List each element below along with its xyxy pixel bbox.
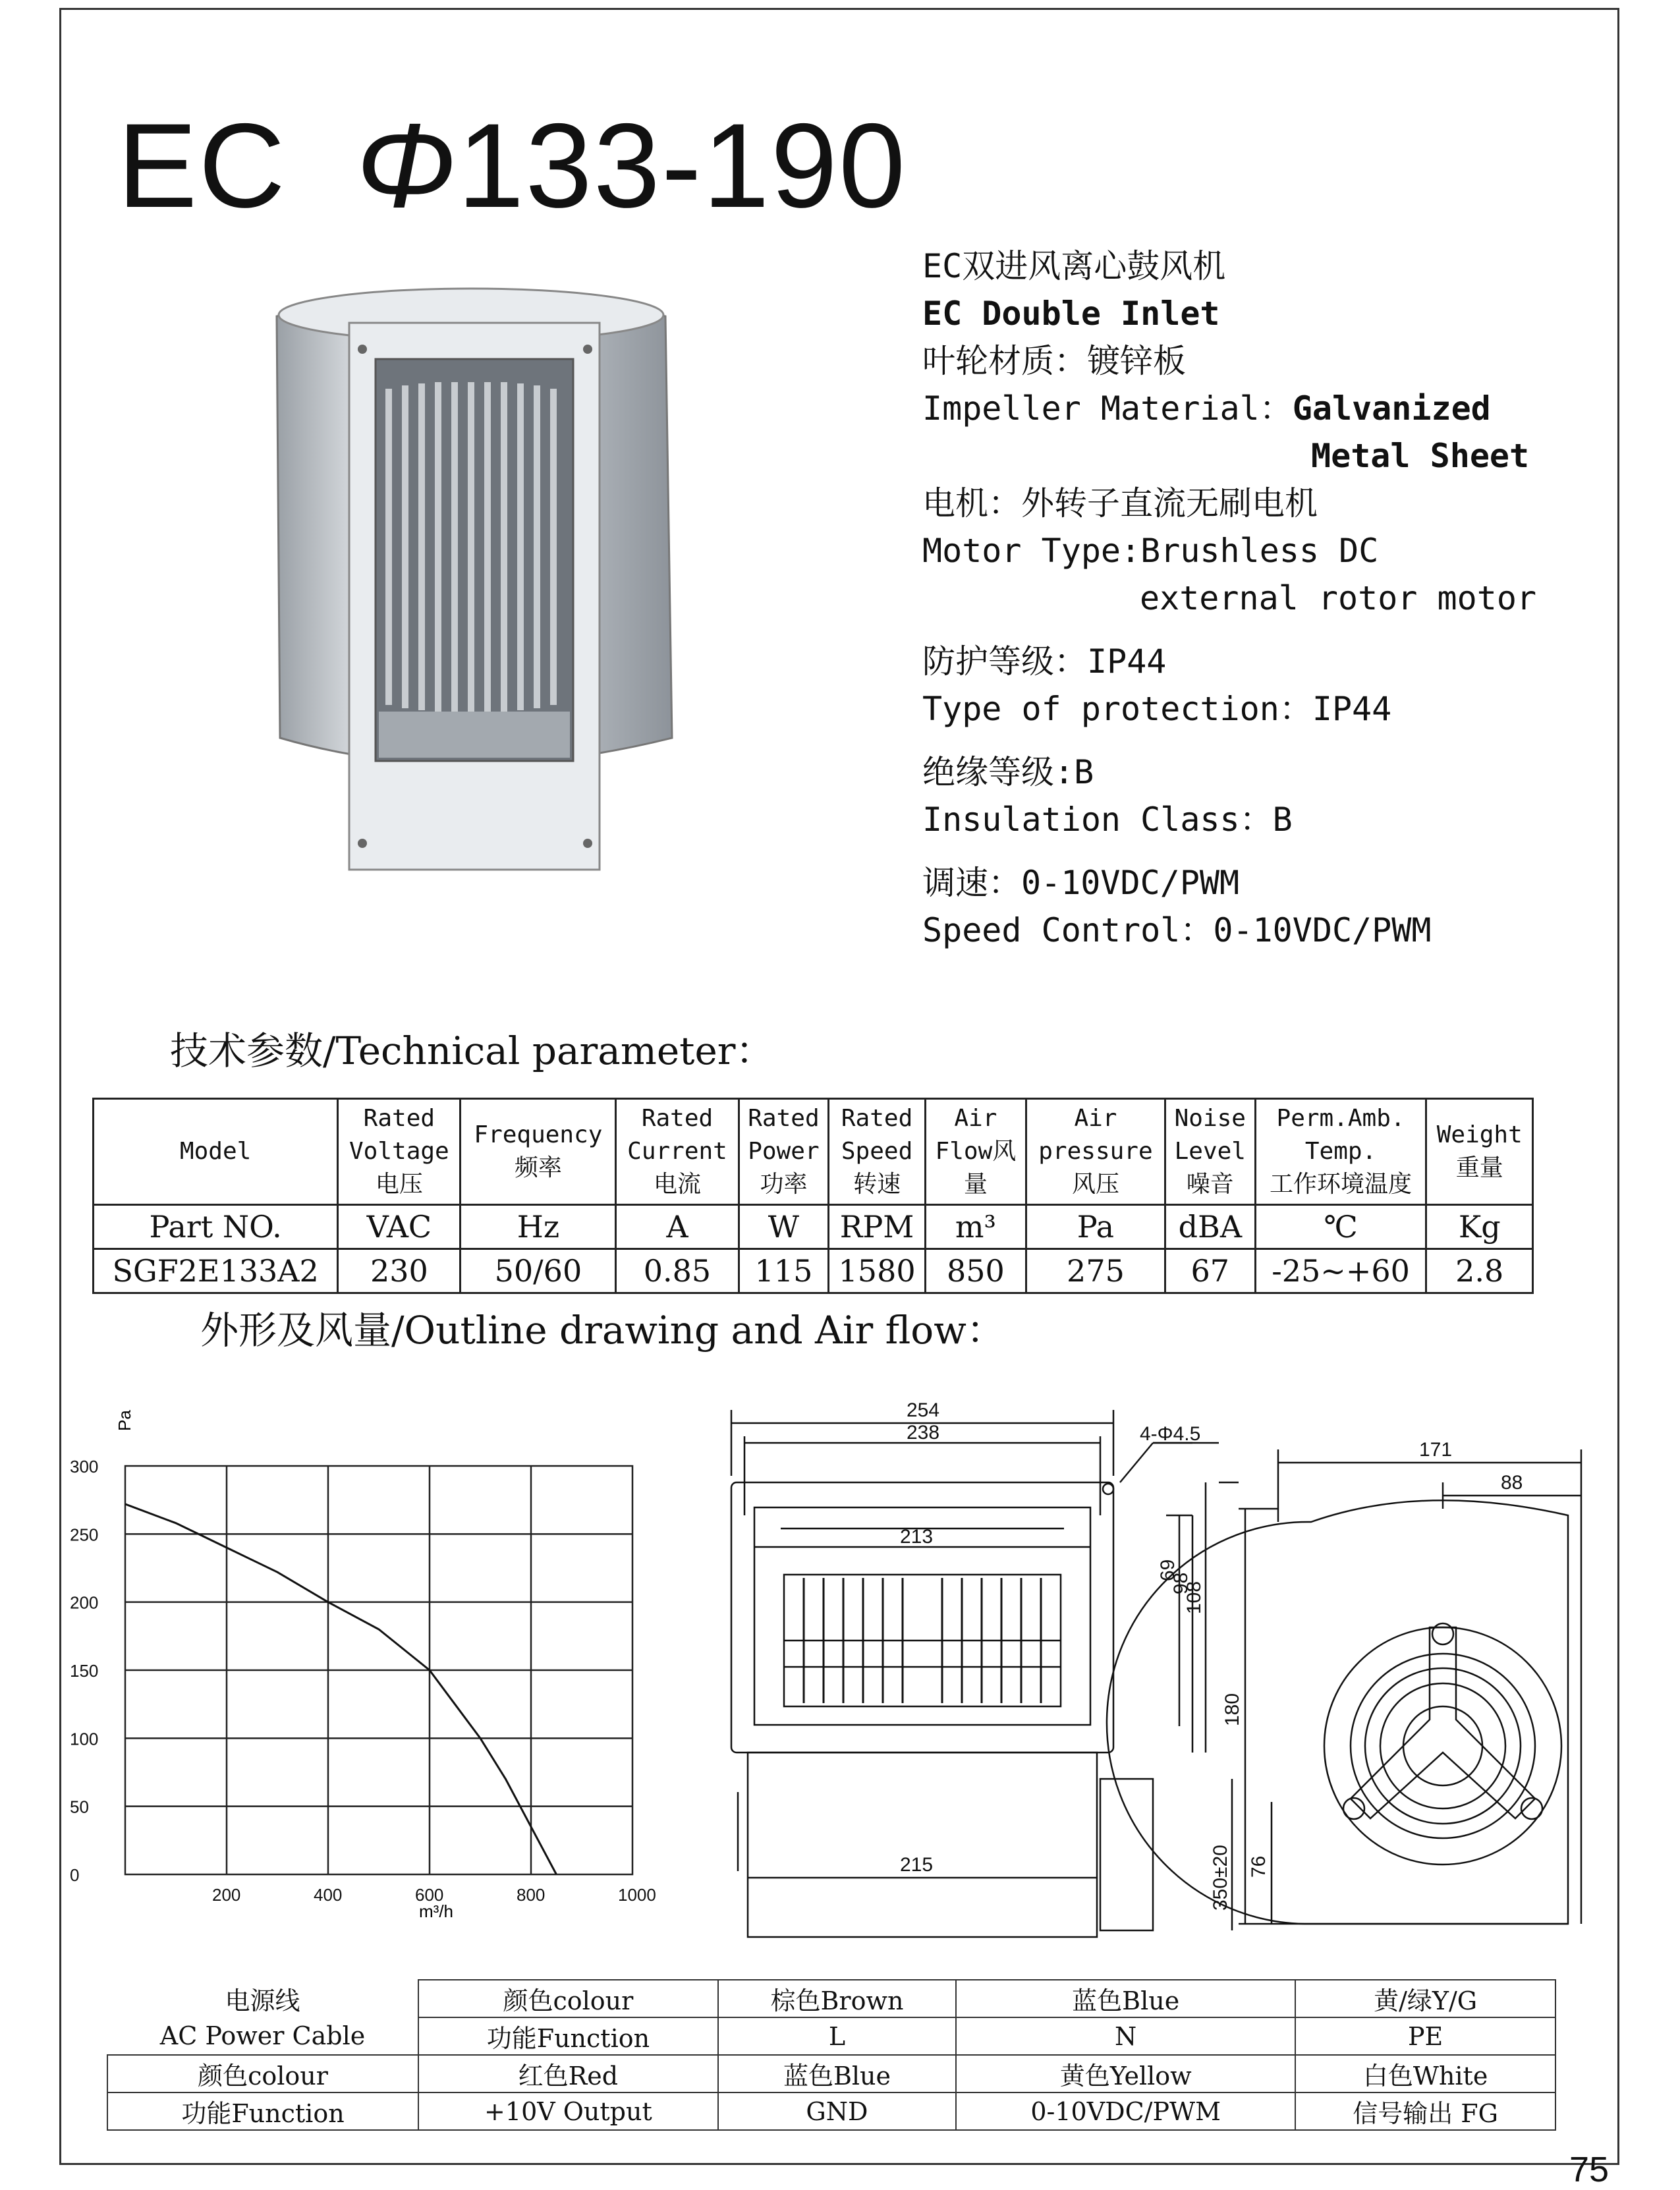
dim-171: 171 [1419,1439,1453,1461]
tech-unit-cell: ℃ [1255,1205,1426,1249]
chart-y-tick: 200 [70,1592,99,1613]
tech-value-cell: SGF2E133A2 [94,1249,338,1293]
spec-insulation-en: Insulation Class：B [922,800,1293,839]
tech-header-line: Noise [1174,1105,1246,1132]
cable-r1-c0: 电源线 [225,1986,300,2015]
tech-header-line: Power [748,1138,820,1165]
tech-header-line: Weight [1436,1121,1523,1148]
chart-x-label: m³/h [419,1901,453,1921]
outline-heading: 外形及风量/Outline drawing and Air flow： [200,1308,1005,1353]
dim-238: 238 [907,1422,940,1444]
tech-header-line: Air [1074,1105,1117,1132]
tech-header-cell [1026,1099,1165,1205]
tech-heading: 技术参数/Technical parameter： [170,1028,774,1073]
tech-unit-cell: A [616,1205,739,1249]
tech-header-cell [1255,1099,1426,1205]
title-size: 133-190 [457,98,907,233]
spec-name-zh: EC双进风离心鼓风机 [922,247,1226,285]
tech-unit-cell: W [739,1205,829,1249]
tech-header-line: 噪音 [1186,1171,1234,1198]
cable-r1-c3: 蓝色Blue [956,1980,1295,2017]
tech-value-cell: 67 [1165,1249,1255,1293]
spec-speed-en [922,907,1581,954]
tech-header-cell [739,1099,829,1205]
spec-impeller-zh: 叶轮材质：镀锌板 [922,342,1186,380]
outline-front-view [718,1397,1239,1930]
airflow-chart [70,1403,712,1930]
tech-unit-cell: dBA [1165,1205,1255,1249]
spec-impeller-label: Impeller Material： [922,389,1293,428]
spec-block [922,242,1581,954]
tech-value-cell: 115 [739,1249,829,1293]
chart-x-tick: 1000 [618,1885,656,1905]
tech-header-line: Voltage [349,1138,449,1165]
tech-header-cell [94,1099,338,1205]
tech-header-line: Rated [841,1105,913,1132]
title-phi: Φ [355,98,458,233]
dim-254: 254 [907,1399,940,1421]
spec-insulation-zh: 绝缘等级:B [922,753,1094,791]
tech-header-line: 电流 [653,1171,701,1198]
chart-y-tick: 0 [70,1865,80,1885]
tech-unit-cell: Part NO. [94,1205,338,1249]
cable-r1-c4: 黄/绿Y/G [1295,1980,1555,2017]
tech-header-line: Perm.Amb. [1276,1105,1405,1132]
title-prefix: EC [117,98,287,233]
chart-y-tick: 100 [70,1729,99,1749]
spec-motor-en: Motor Type:Brushless DC [922,532,1379,570]
dim-213: 213 [900,1526,934,1548]
chart-y-label: Pa [115,1410,134,1431]
tech-unit-cell: VAC [338,1205,461,1249]
cable-r2-c3: N [956,2017,1295,2055]
tech-header-line: Model [179,1138,252,1165]
tech-header-line: 功率 [760,1171,808,1198]
spec-speed-zh: 调速：0-10VDC/PWM [922,864,1240,902]
tech-unit-cell: Pa [1026,1205,1165,1249]
cable-r4-c0: 功能Function [107,2092,418,2130]
tech-header-line: 电压 [375,1171,423,1198]
tech-value-cell: 850 [925,1249,1026,1293]
cable-r2-c2: L [718,2017,956,2055]
tech-value-cell: 0.85 [616,1249,739,1293]
cable-r3-c1: 红色Red [418,2055,718,2092]
chart-x-tick: 800 [517,1885,546,1905]
tech-header-line: Current [627,1138,727,1165]
dim-215: 215 [900,1854,934,1876]
chart-x-tick: 600 [415,1885,444,1905]
cable-r2-c0: AC Power Cable [159,2021,366,2050]
tech-header-line: pressure [1038,1138,1153,1165]
spec-speed-label: Speed Control： [922,911,1214,949]
outline-side-view [1221,1436,1594,1930]
dim-88: 88 [1501,1472,1523,1494]
tech-value-cell: 1580 [829,1249,926,1293]
chart-y-tick: 300 [70,1457,99,1476]
tech-value-cell: 50/60 [461,1249,616,1293]
chart-x-tick: 200 [212,1885,241,1905]
tech-header-line: Rated [363,1105,435,1132]
page-title [117,98,907,233]
cable-r2-c4: PE [1295,2017,1555,2055]
dim-cable: 350±20 [1210,1845,1231,1911]
spec-impeller-en [922,385,1581,432]
chart-y-tick: 150 [70,1661,99,1681]
tech-header-cell [461,1099,616,1205]
spec-impeller-value2: Metal Sheet [1311,437,1530,475]
tech-table [92,1098,1534,1294]
tech-unit-cell: m³ [925,1205,1026,1249]
tech-unit-cell: Hz [461,1205,616,1249]
page-number: 75 [1569,2150,1610,2189]
cable-r3-c4: 白色White [1295,2055,1555,2092]
dim-108: 108 [1183,1581,1205,1614]
tech-header-line: 量 [963,1171,988,1198]
tech-unit-cell: RPM [829,1205,926,1249]
tech-value-cell: -25~+60 [1255,1249,1426,1293]
chart-y-tick: 250 [70,1525,99,1545]
tech-header-line: Flow风 [935,1138,1017,1165]
tech-header-line: Rated [748,1105,820,1132]
tech-header-cell [338,1099,461,1205]
spec-protection-zh: 防护等级：IP44 [922,642,1167,681]
dim-98: 98 [1170,1572,1192,1594]
tech-header-line: Frequency [474,1121,603,1148]
spec-speed-value: 0-10VDC/PWM [1213,911,1432,949]
cable-table [107,1979,1556,2131]
tech-value-cell: 230 [338,1249,461,1293]
tech-header-cell [1426,1099,1533,1205]
tech-header-cell [925,1099,1026,1205]
cable-r4-c3: 0-10VDC/PWM [956,2092,1295,2130]
spec-motor-zh: 电机：外转子直流无刷电机 [922,484,1318,522]
cable-r2-c1: 功能Function [418,2017,718,2055]
cable-r4-c2: GND [718,2092,956,2130]
spec-impeller-value: Galvanized [1292,389,1491,428]
tech-header-line: 转速 [853,1171,901,1198]
tech-header-line: Temp. [1304,1138,1377,1165]
spec-protection-en: Type of protection：IP44 [922,690,1392,728]
tech-header-line: Speed [841,1138,913,1165]
tech-unit-cell: Kg [1426,1205,1533,1249]
tech-header-line: Air [954,1105,997,1132]
tech-header-cell [829,1099,926,1205]
cable-r4-c1: +10V Output [418,2092,718,2130]
dim-76: 76 [1248,1855,1270,1878]
tech-header-line: Level [1174,1138,1246,1165]
product-photo [264,277,672,870]
cable-r3-c3: 黄色Yellow [956,2055,1295,2092]
dim-180: 180 [1221,1693,1243,1726]
dim-69: 69 [1157,1559,1179,1581]
tech-header-line: Rated [641,1105,714,1132]
tech-header-line: 风压 [1071,1171,1119,1198]
cable-r1-c2: 棕色Brown [718,1980,956,2017]
chart-x-tick: 400 [314,1885,343,1905]
spec-name-en: EC Double Inlet [922,295,1220,333]
cable-r3-c0: 颜色colour [107,2055,418,2092]
tech-header-line: 工作环境温度 [1270,1171,1413,1198]
tech-value-cell: 2.8 [1426,1249,1533,1293]
tech-header-cell [616,1099,739,1205]
cable-r1-c1: 颜色colour [418,1980,718,2017]
chart-y-tick: 50 [70,1797,89,1817]
cable-r4-c4: 信号输出 FG [1295,2092,1555,2130]
tech-header-line: 重量 [1455,1154,1503,1181]
airflow-curve [125,1504,557,1874]
tech-value-cell: 275 [1026,1249,1165,1293]
dim-holes: 4-Φ4.5 [1140,1423,1201,1445]
spec-motor-en2: external rotor motor [1140,579,1537,617]
tech-header-cell [1165,1099,1255,1205]
tech-header-line: 频率 [514,1154,562,1181]
cable-r3-c2: 蓝色Blue [718,2055,956,2092]
